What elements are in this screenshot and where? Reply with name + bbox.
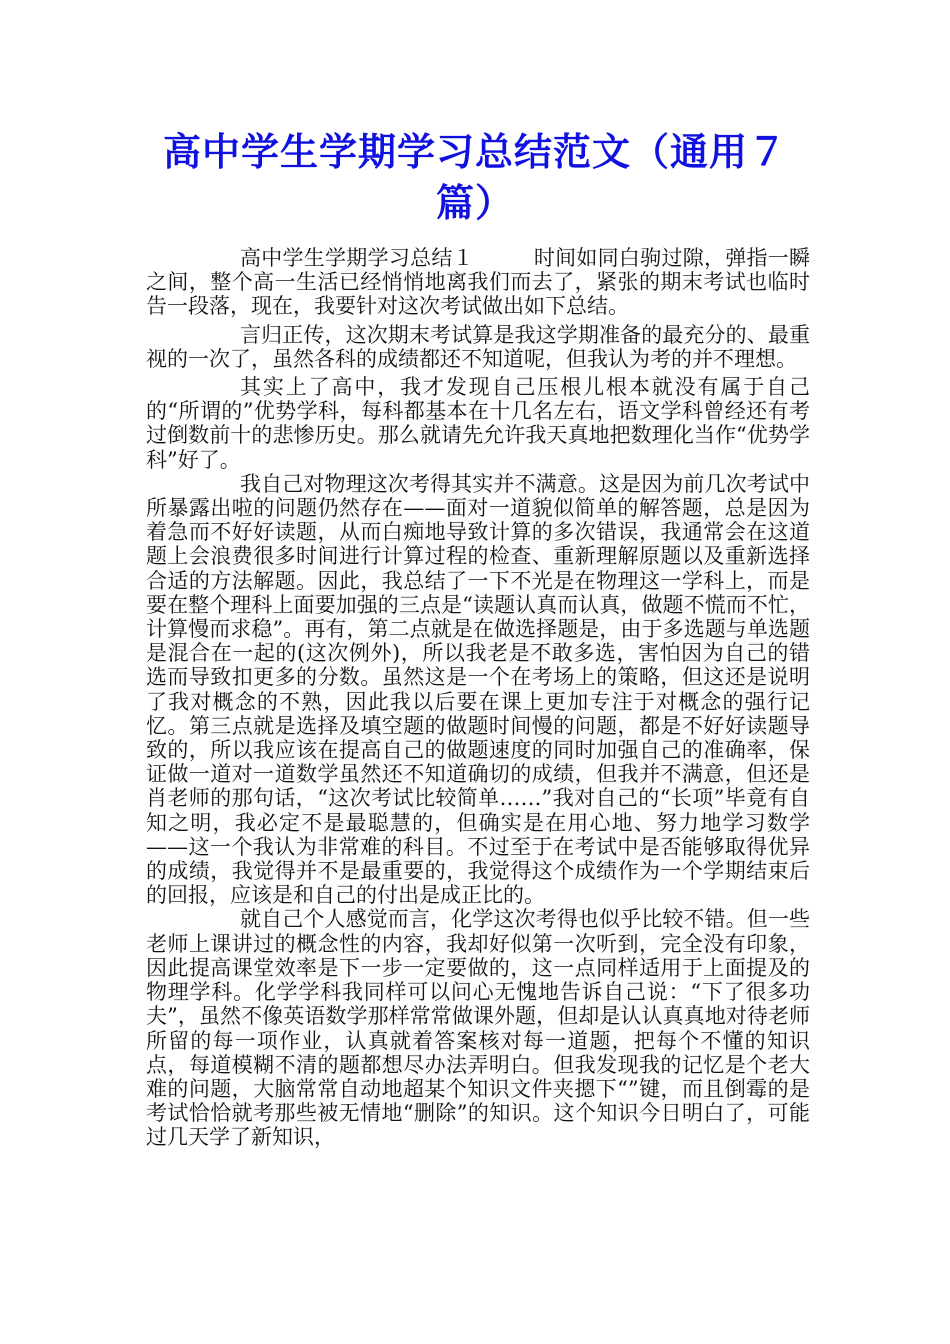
- paragraph-1: [146, 246, 810, 319]
- paragraph-text: 时间如同白驹过隙，弹指一瞬之间，整个高一生活已经悄悄地离我们而去了，紧张的期末考试也临时告一段落，现在，我要针对这次考试做出如下总结。: [146, 246, 811, 319]
- section-heading: 高中学生学期学习总结１: [240, 246, 474, 270]
- paragraph-2: 言归正传，这次期末考试算是我这学期准备的最充分的、最重视的一次了，虽然各科的成绩都还不知道呢，但我认为考的并不理想。: [146, 322, 810, 371]
- paragraph-4: 我自己对物理这次考得其实并不满意。这是因为前几次考试中所暴露出啦的问题仍然存在——面对一道貌似简单的解答题，总是因为着急而不好好读题，从而白痴地导致计算的多次错误，我通常会在这道题上会浪费很多时间进行计算过程的检查、重新理解原题以及重新选择合适的方法解题。因此，我总结了一下不光是在物理这一学科上，而是要在整个理科上面要加强的三点是“读题认真而认真，做题不慌而不忙，计算慢而求稳”。再有，第二点就是在做选择题是，由于多选题与单选题是混合在一起的(这次例外)，所以我老是不敢多选，害怕因为自己的错选而导致扣更多的分数。虽然这是一个在考场上的策略，但这还是说明了我对概念的不熟，因此我以后要在课上更加专注于对概念的强行记忆。第三点就是选择及填空题的做题时间慢的问题，都是不好好读题导致的，所以我应该在提高自己的做题速度的同时加强自己的准确率，保证做一道对一道数学虽然还不知道确切的成绩，但我并不满意，但还是肖老师的那句话，“这次考试比较简单……”我对自己的“长项”毕竟有自知之明，我必定不是最聪慧的，但确实是在用心地、努力地学习数学——这一个我认为非常难的科目。不过至于在考试中是否能够取得优异的成绩，我觉得并不是最重要的，我觉得这个成绩作为一个学期结束后的回报，应该是和自己的付出是成正比的。: [146, 471, 810, 908]
- paragraph-5: 就自己个人感觉而言，化学这次考得也似乎比较不错。但一些老师上课讲过的概念性的内容，我却好似第一次听到，完全没有印象，因此提高课堂效率是下一步一定要做的，这一点同样适用于上面提及的物理学科。化学学科我同样可以问心无愧地告诉自己说：“下了很多功夫”，虽然不像英语数学那样常常做课外题，但却是认认真真地对待老师所留的每一项作业，认真就着答案核对每一道题，把每个不懂的知识点，每道模糊不清的题都想尽办法弄明白。但我发现我的记忆是个老大难的问题，大脑常常自动地超某个知识文件夹摁下“”键，而且倒霉的是考试恰恰就考那些被无情地“删除”的知识。这个知识今日明白了，可能过几天学了新知识，: [146, 907, 810, 1150]
- document-title: 高中学生学期学习总结范文（通用７篇）: [162, 129, 787, 225]
- document-body: [146, 246, 810, 1150]
- paragraph-3: 其实上了高中，我才发现自己压根儿根本就没有属于自己的“所谓的”优势学科，每科都基本在十几名左右，语文学科曾经还有考过倒数前十的悲惨历史。那么就请先允许我天真地把数理化当作“优势学科”好了。: [146, 375, 810, 472]
